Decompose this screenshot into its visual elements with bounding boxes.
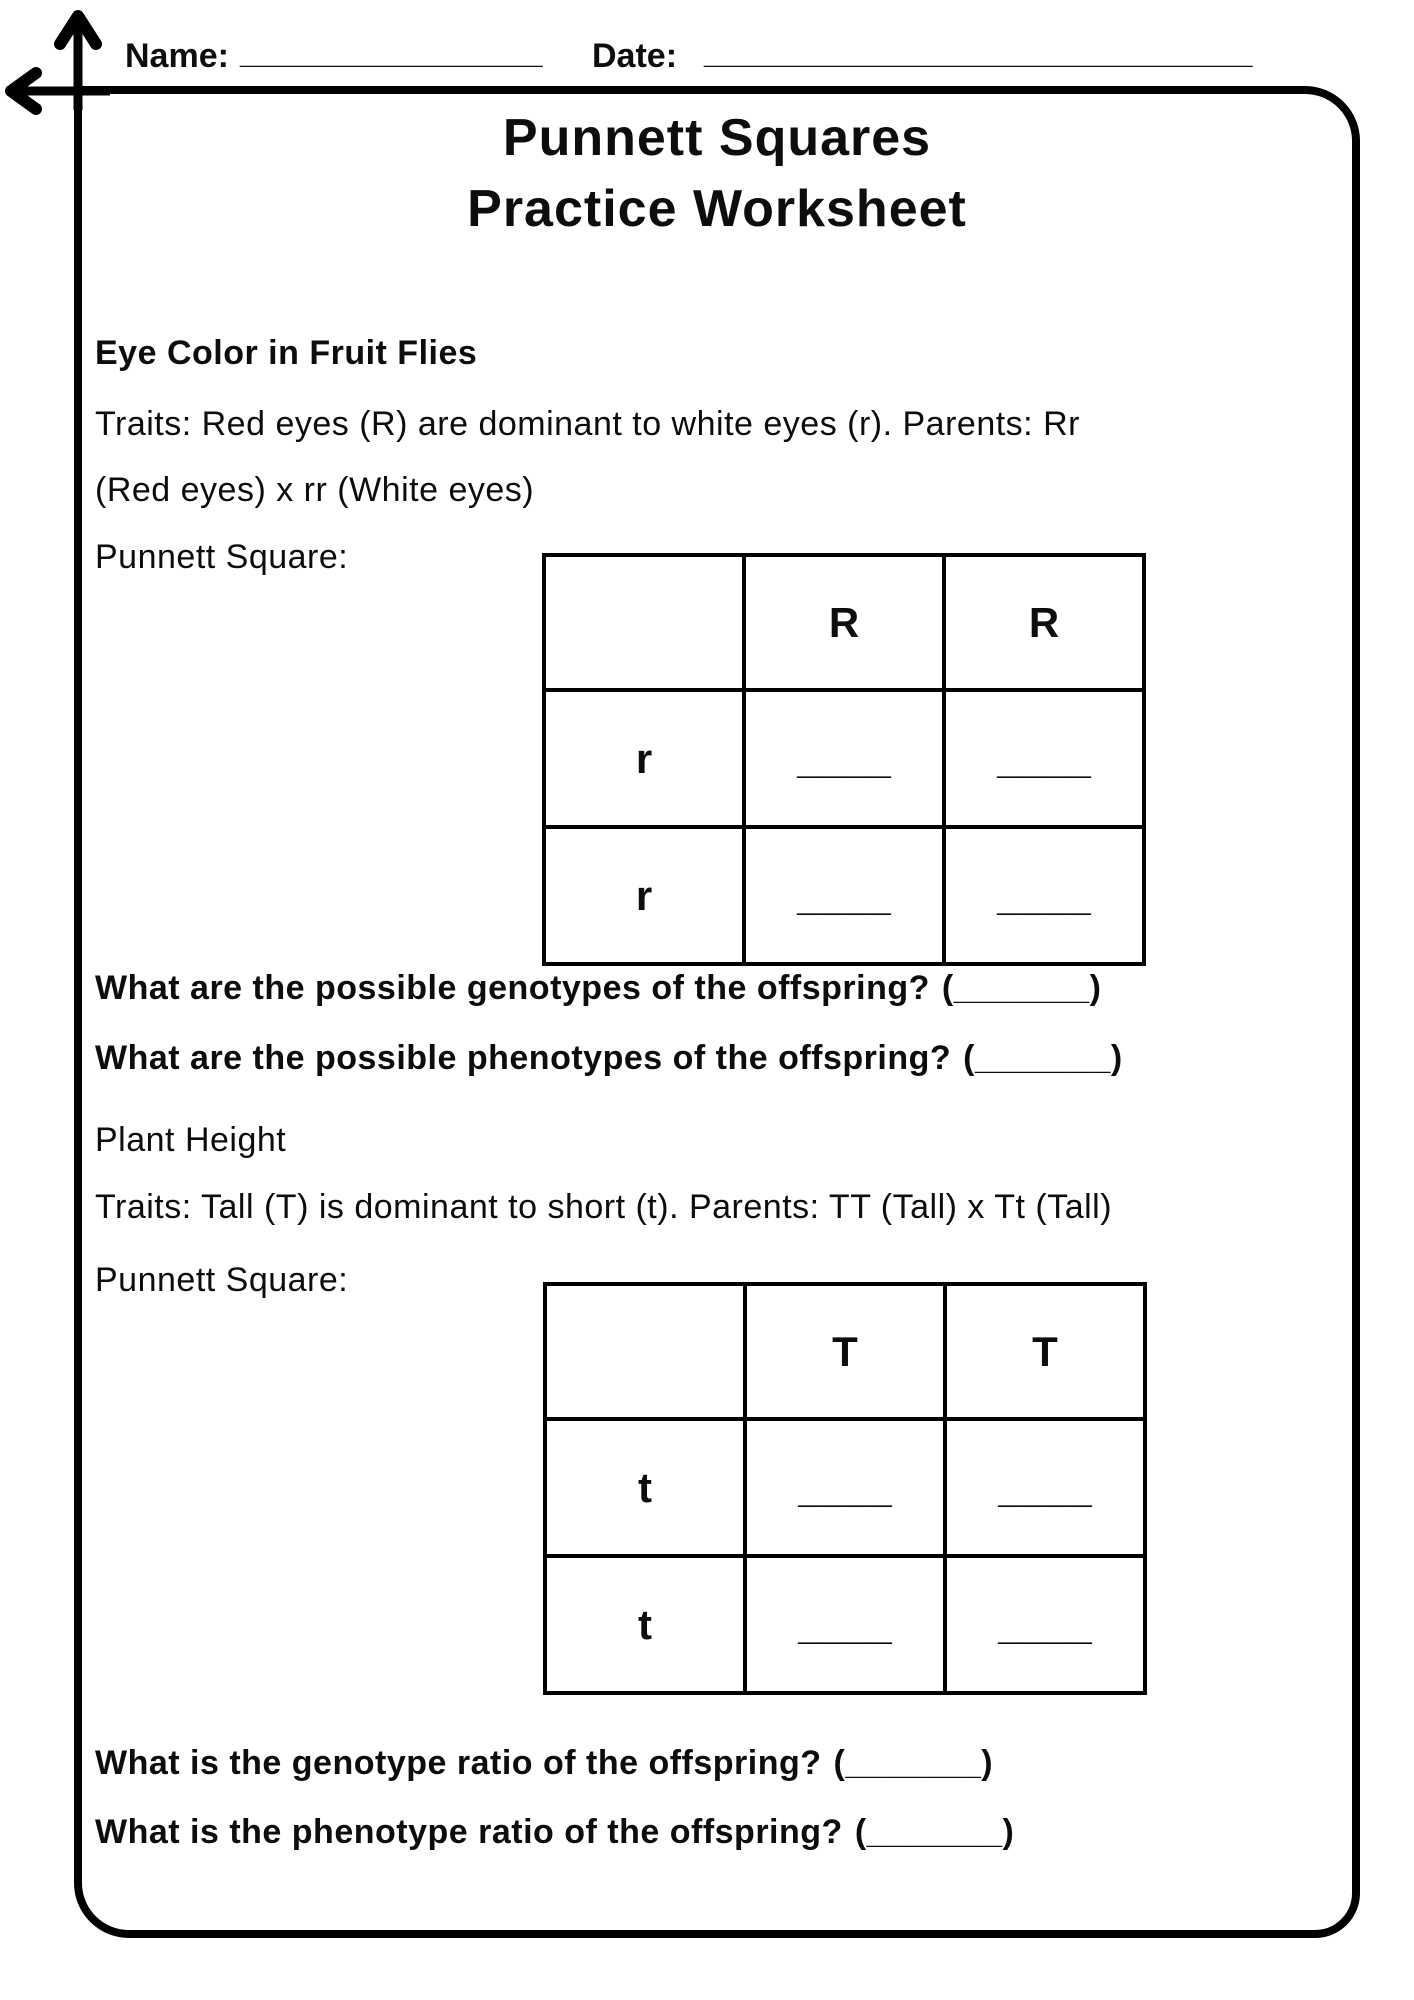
date-blank-line[interactable]: _____________________________ [704, 33, 1253, 71]
punnett1-answer-cell-1-1[interactable]: ____ [744, 690, 944, 827]
question-phenotype-ratio [95, 1810, 1014, 1854]
question-genotype-ratio-blank[interactable]: (_______) [833, 1744, 994, 1782]
punnett2-col-header-1: T [745, 1284, 945, 1419]
name-label: Name: [125, 37, 229, 75]
punnett2-col-header-2: T [945, 1284, 1145, 1419]
punnett1-row-header-1: r [544, 690, 744, 827]
punnett1-col-header-1: R [744, 555, 944, 690]
question-genotype-ratio [95, 1741, 993, 1785]
section2-traits-line1: Traits: Tall (T) is dominant to short (t). Parents: TT (Tall) x Tt (Tall) [95, 1188, 1113, 1226]
question-genotype-ratio-text: What is the genotype ratio of the offspring? [95, 1744, 822, 1782]
punnett1-answer-cell-2-2[interactable]: ____ [944, 827, 1144, 964]
question-genotypes-text: What are the possible genotypes of the offspring? [95, 969, 930, 1007]
punnett2-row-header-2: t [545, 1556, 745, 1693]
question-phenotypes-text: What are the possible phenotypes of the offspring? [95, 1039, 952, 1077]
title-line-2: Practice Worksheet [467, 180, 967, 238]
punnett1-corner-cell [544, 555, 744, 690]
punnett1-answer-cell-1-2[interactable]: ____ [944, 690, 1144, 827]
section1-traits-line2: (Red eyes) x rr (White eyes) [95, 471, 535, 509]
punnett2-answer-cell-2-2[interactable]: ____ [945, 1556, 1145, 1693]
question-phenotype-ratio-text: What is the phenotype ratio of the offspring? [95, 1813, 843, 1851]
section2-heading: Plant Height [95, 1121, 287, 1159]
punnett2-row-header-1: t [545, 1419, 745, 1556]
question-phenotype-ratio-blank[interactable]: (_______) [854, 1813, 1015, 1851]
punnett1-col-header-2: R [944, 555, 1144, 690]
punnett2-corner-cell [545, 1284, 745, 1419]
section1-traits-line1: Traits: Red eyes (R) are dominant to white eyes (r). Parents: Rr [95, 405, 1080, 443]
date-label: Date: [592, 37, 678, 75]
name-blank-line[interactable]: ________________ [240, 33, 543, 71]
section1-punnett-label: Punnett Square: [95, 538, 349, 576]
punnett2-answer-cell-2-1[interactable]: ____ [745, 1556, 945, 1693]
title-line-1: Punnett Squares [502, 109, 932, 167]
punnett1-row-header-2: r [544, 827, 744, 964]
worksheet-title [74, 103, 1360, 245]
punnett2-answer-cell-1-1[interactable]: ____ [745, 1419, 945, 1556]
question-genotypes-blank[interactable]: (_______) [941, 969, 1102, 1007]
question-phenotypes [95, 1036, 1123, 1080]
question-phenotypes-blank[interactable]: (_______) [963, 1039, 1123, 1077]
section1-heading: Eye Color in Fruit Flies [95, 334, 478, 372]
section2-punnett-label: Punnett Square: [95, 1261, 349, 1299]
punnett-square-2 [543, 1282, 1147, 1695]
punnett2-answer-cell-1-2[interactable]: ____ [945, 1419, 1145, 1556]
question-genotypes [95, 966, 1101, 1010]
punnett-square-1 [542, 553, 1146, 966]
punnett1-answer-cell-2-1[interactable]: ____ [744, 827, 944, 964]
